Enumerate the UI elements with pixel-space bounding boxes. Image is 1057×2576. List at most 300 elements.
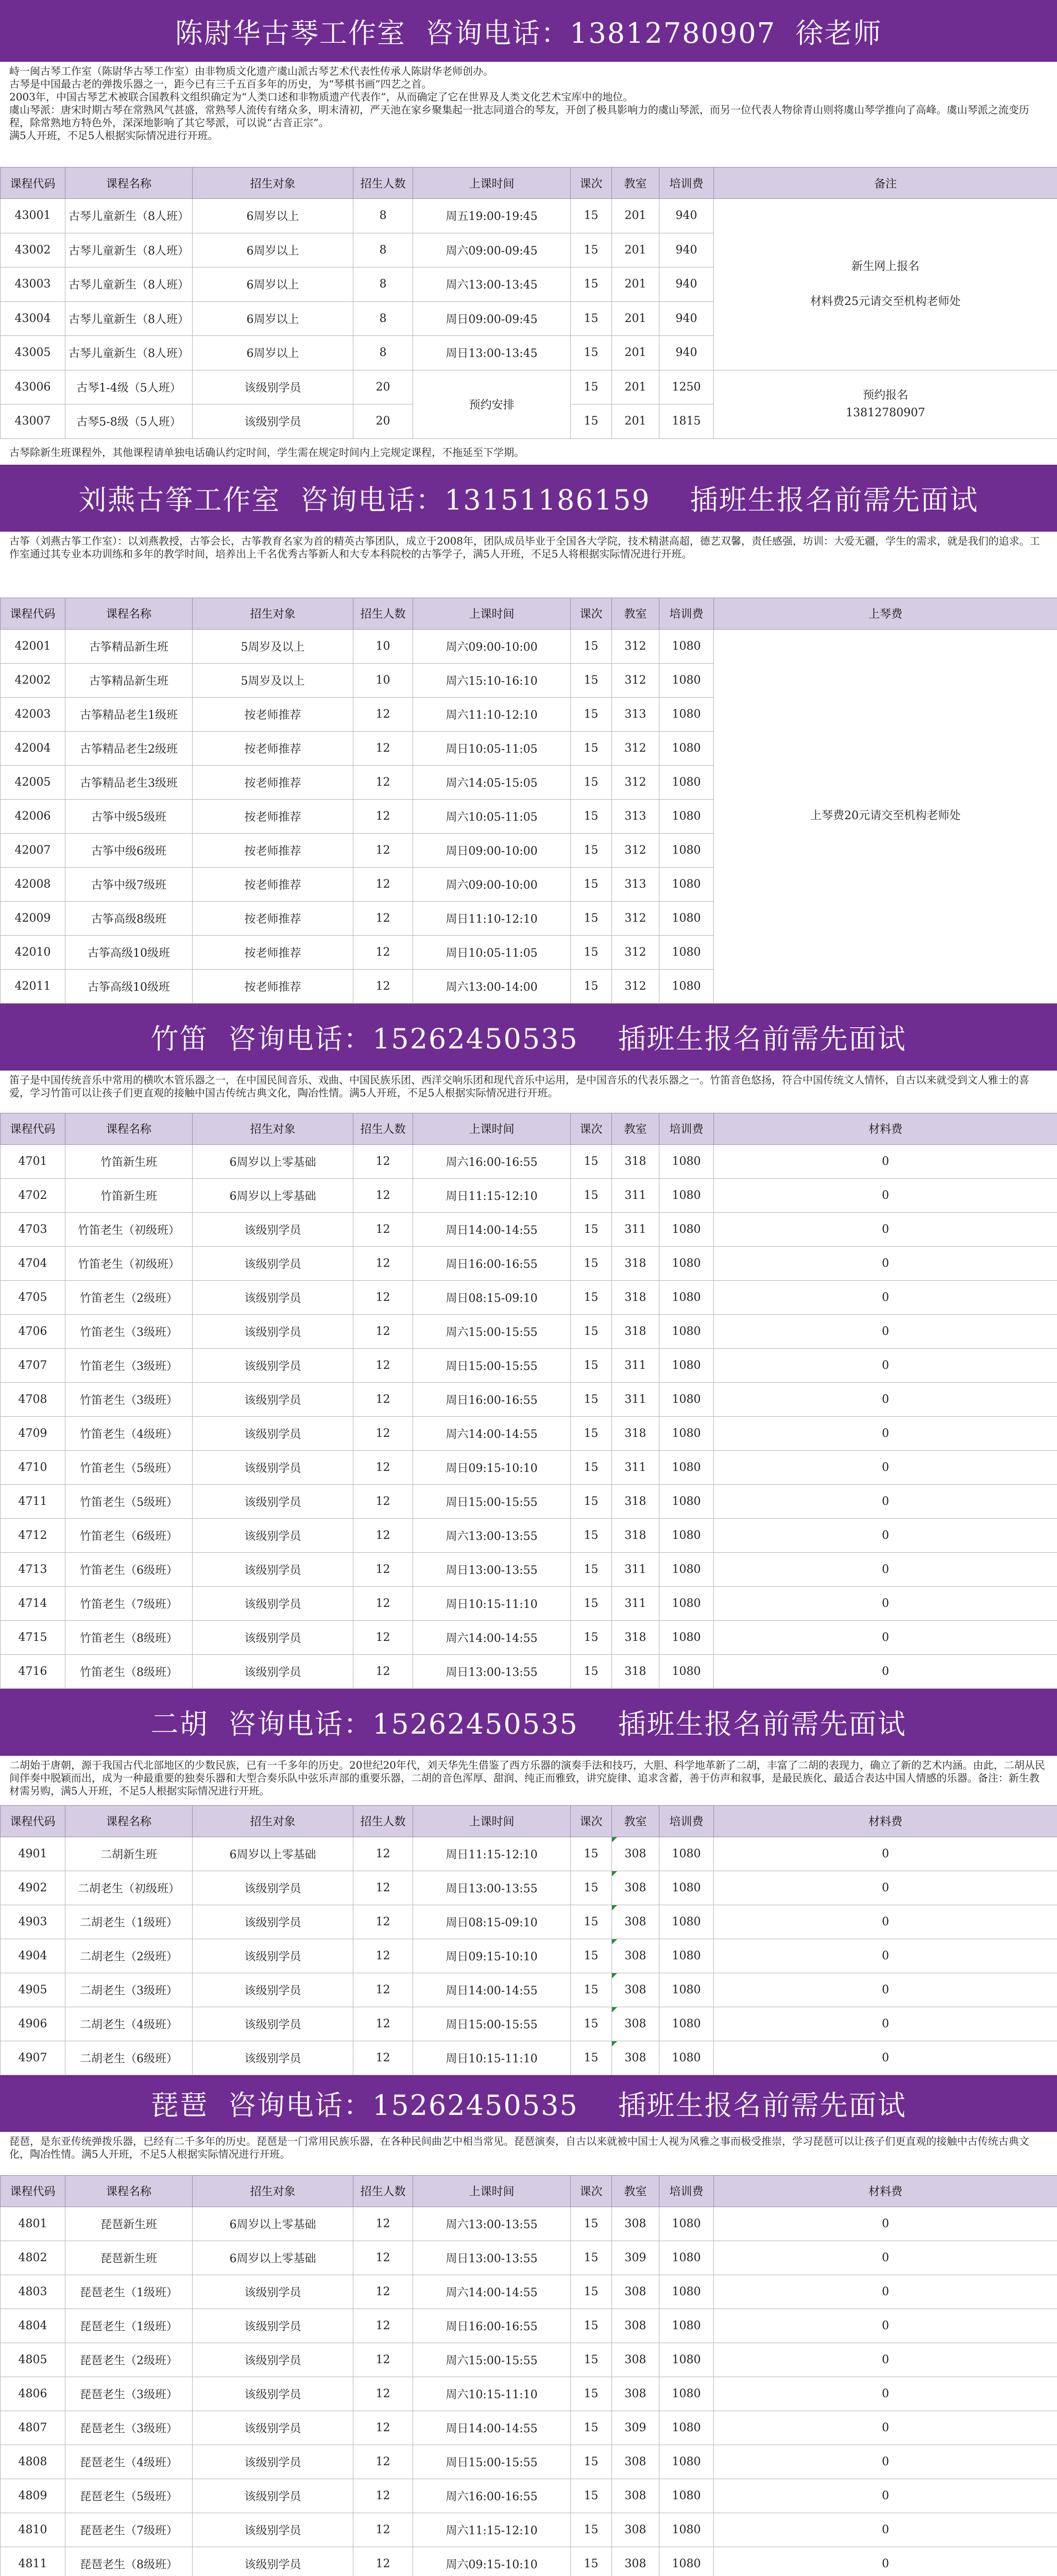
table-cell: 1080 bbox=[659, 1450, 714, 1484]
table-cell: 15 bbox=[571, 1518, 612, 1552]
table-cell: 琵琶老生（1级班） bbox=[65, 2309, 193, 2343]
table-cell: 42007 bbox=[1, 833, 65, 867]
piano-fee-cell: 上琴费20元请交至机构老师处 bbox=[714, 629, 1057, 1003]
table-cell: 0 bbox=[714, 1246, 1057, 1280]
table-cell: 308 bbox=[612, 2007, 659, 2041]
column-header: 课程名称 bbox=[65, 1113, 193, 1144]
table-cell: 古筝中级6级班 bbox=[65, 833, 193, 867]
dizi-intro-text bbox=[0, 1071, 1057, 1113]
table-cell: 周日10:15-11:10 bbox=[413, 2041, 571, 2075]
table-cell: 312 bbox=[612, 935, 659, 969]
table-cell: 15 bbox=[571, 301, 612, 336]
table-cell: 940 bbox=[659, 199, 714, 233]
table-cell: 201 bbox=[612, 199, 659, 233]
column-header: 培训费 bbox=[659, 1805, 714, 1837]
table-cell: 1080 bbox=[659, 1586, 714, 1620]
table-cell: 周日16:00-16:55 bbox=[413, 1246, 571, 1280]
table-cell: 周六14:00-14:55 bbox=[413, 2275, 571, 2309]
table-cell: 周六15:00-15:55 bbox=[413, 1314, 571, 1348]
table-cell: 308 bbox=[612, 1905, 659, 1939]
table-cell: 311 bbox=[612, 1586, 659, 1620]
column-header: 招生对象 bbox=[193, 167, 353, 199]
table-cell: 周日13:00-13:55 bbox=[413, 1654, 571, 1688]
table-cell: 周六13:00-13:45 bbox=[413, 267, 571, 302]
table-cell: 12 bbox=[353, 1905, 413, 1939]
table-cell: 15 bbox=[571, 2275, 612, 2309]
table-cell: 古琴1-4级（5人班） bbox=[65, 370, 193, 404]
table-cell: 该级别学员 bbox=[193, 1973, 353, 2007]
table-cell: 1080 bbox=[659, 1348, 714, 1382]
table-cell: 15 bbox=[571, 1939, 612, 1973]
table-cell: 43001 bbox=[1, 199, 65, 233]
table-row bbox=[1, 1314, 1057, 1348]
table-cell: 二胡新生班 bbox=[65, 1837, 193, 1871]
table-cell: 周六09:00-09:45 bbox=[413, 233, 571, 267]
table-cell: 0 bbox=[714, 1552, 1057, 1586]
table-cell: 15 bbox=[571, 2377, 612, 2411]
table-cell: 周日10:15-11:10 bbox=[413, 1586, 571, 1620]
table-cell: 15 bbox=[571, 1484, 612, 1518]
table-row bbox=[1, 2007, 1057, 2041]
table-cell: 311 bbox=[612, 1348, 659, 1382]
table-cell: 0 bbox=[714, 2547, 1057, 2576]
table-cell: 4907 bbox=[1, 2041, 65, 2075]
table-header-row bbox=[1, 598, 1057, 629]
table-cell: 周日13:00-13:55 bbox=[413, 1871, 571, 1905]
table-cell: 琵琶新生班 bbox=[65, 2207, 193, 2241]
guzheng-banner-title: 刘燕古筝工作室 咨询电话：13151186159 插班生报名前需先面试 bbox=[0, 465, 1057, 532]
table-row bbox=[1, 1246, 1057, 1280]
intro-paragraph: 古琴是中国最古老的弹拨乐器之一，距今已有三千五百多年的历史，为“琴棋书画”四艺之首。 bbox=[9, 78, 432, 90]
table-cell: 15 bbox=[571, 833, 612, 867]
table-cell: 5周岁及以上 bbox=[193, 629, 353, 663]
table-cell: 1080 bbox=[659, 833, 714, 867]
table-cell: 该级别学员 bbox=[193, 1212, 353, 1246]
table-cell: 该级别学员 bbox=[193, 1905, 353, 1939]
table-cell: 15 bbox=[571, 1314, 612, 1348]
table-row bbox=[1, 1654, 1057, 1688]
table-cell: 4716 bbox=[1, 1654, 65, 1688]
table-cell: 309 bbox=[612, 2241, 659, 2275]
table-cell: 1080 bbox=[659, 697, 714, 731]
table-cell: 308 bbox=[612, 1939, 659, 1973]
column-header: 培训费 bbox=[659, 167, 714, 199]
table-cell: 4713 bbox=[1, 1552, 65, 1586]
table-cell: 15 bbox=[571, 1144, 612, 1178]
table-cell: 311 bbox=[612, 1382, 659, 1416]
erhu-intro-text bbox=[0, 1756, 1057, 1805]
table-cell: 42003 bbox=[1, 697, 65, 731]
table-cell: 周六14:00-14:55 bbox=[413, 1416, 571, 1450]
table-cell: 二胡老生（2级班） bbox=[65, 1939, 193, 1973]
table-cell: 古琴儿童新生（8人班） bbox=[65, 336, 193, 370]
table-cell: 6周岁以上 bbox=[193, 267, 353, 302]
table-row bbox=[1, 1905, 1057, 1939]
table-cell: 15 bbox=[571, 1416, 612, 1450]
table-cell: 318 bbox=[612, 1518, 659, 1552]
table-cell: 周日13:00-13:55 bbox=[413, 2241, 571, 2275]
pipa-banner-title: 琵琶 咨询电话：15262450535 插班生报名前需先面试 bbox=[0, 2075, 1057, 2132]
column-header: 课程名称 bbox=[65, 598, 193, 629]
table-cell: 15 bbox=[571, 199, 612, 233]
table-cell: 311 bbox=[612, 1450, 659, 1484]
column-header: 课程名称 bbox=[65, 2175, 193, 2207]
column-header: 招生人数 bbox=[353, 1113, 413, 1144]
table-cell: 1080 bbox=[659, 1905, 714, 1939]
table-cell: 周日08:15-09:10 bbox=[413, 1280, 571, 1314]
table-cell: 琵琶老生（2级班） bbox=[65, 2343, 193, 2377]
table-cell: 1080 bbox=[659, 2007, 714, 2041]
table-cell: 308 bbox=[612, 2479, 659, 2513]
table-cell: 周六13:00-13:55 bbox=[413, 1518, 571, 1552]
table-cell: 0 bbox=[714, 2309, 1057, 2343]
table-cell: 5周岁及以上 bbox=[193, 663, 353, 697]
table-cell: 1080 bbox=[659, 1178, 714, 1212]
table-cell: 6周岁以上 bbox=[193, 233, 353, 267]
guzheng-intro-text bbox=[0, 532, 1057, 598]
table-cell: 1080 bbox=[659, 1939, 714, 1973]
table-cell: 该级别学员 bbox=[193, 1620, 353, 1654]
table-cell: 该级别学员 bbox=[193, 1416, 353, 1450]
table-cell: 4714 bbox=[1, 1586, 65, 1620]
table-cell: 周日15:00-15:55 bbox=[413, 1348, 571, 1382]
table-row bbox=[1, 1973, 1057, 2007]
table-cell: 该级别学员 bbox=[193, 1314, 353, 1348]
table-cell: 312 bbox=[612, 833, 659, 867]
table-cell: 12 bbox=[353, 1973, 413, 2007]
table-row bbox=[1, 2479, 1057, 2513]
table-cell: 12 bbox=[353, 731, 413, 765]
table-cell: 琵琶老生（1级班） bbox=[65, 2275, 193, 2309]
table-cell: 周日14:00-14:55 bbox=[413, 1973, 571, 2007]
table-cell: 该级别学员 bbox=[193, 1586, 353, 1620]
table-row bbox=[1, 370, 1057, 404]
table-row bbox=[1, 1552, 1057, 1586]
table-cell: 该级别学员 bbox=[193, 370, 353, 404]
table-cell: 琵琶老生（4级班） bbox=[65, 2445, 193, 2479]
table-cell: 古筝高级10级班 bbox=[65, 969, 193, 1003]
table-cell: 按老师推荐 bbox=[193, 867, 353, 901]
column-header: 上课时间 bbox=[413, 1805, 571, 1837]
table-cell: 8 bbox=[353, 267, 413, 302]
table-cell: 12 bbox=[353, 2513, 413, 2547]
table-cell: 12 bbox=[353, 2041, 413, 2075]
table-row bbox=[1, 1939, 1057, 1973]
table-cell: 0 bbox=[714, 1348, 1057, 1382]
table-cell: 该级别学员 bbox=[193, 2343, 353, 2377]
table-cell: 15 bbox=[571, 1973, 612, 2007]
table-cell: 周日11:15-12:10 bbox=[413, 1837, 571, 1871]
table-cell: 12 bbox=[353, 2547, 413, 2576]
table-cell: 周日15:00-15:55 bbox=[413, 2445, 571, 2479]
table-cell: 4807 bbox=[1, 2411, 65, 2445]
table-row bbox=[1, 1620, 1057, 1654]
table-cell: 0 bbox=[714, 2241, 1057, 2275]
table-cell: 12 bbox=[353, 1450, 413, 1484]
table-cell: 15 bbox=[571, 1837, 612, 1871]
table-header-row bbox=[1, 2175, 1057, 2207]
table-cell: 12 bbox=[353, 2445, 413, 2479]
table-cell: 1080 bbox=[659, 1144, 714, 1178]
guzheng-course-table bbox=[0, 598, 1057, 1004]
table-cell: 6周岁以上零基础 bbox=[193, 1837, 353, 1871]
table-cell: 12 bbox=[353, 2343, 413, 2377]
table-cell: 古琴儿童新生（8人班） bbox=[65, 301, 193, 336]
column-header: 教室 bbox=[612, 2175, 659, 2207]
table-cell: 6周岁以上 bbox=[193, 336, 353, 370]
dizi-course-table bbox=[0, 1113, 1057, 1689]
table-cell: 琵琶老生（3级班） bbox=[65, 2377, 193, 2411]
table-cell: 4904 bbox=[1, 1939, 65, 1973]
table-cell: 二胡老生（6级班） bbox=[65, 2041, 193, 2075]
table-cell: 周六11:10-12:10 bbox=[413, 697, 571, 731]
table-cell: 竹笛老生（5级班） bbox=[65, 1484, 193, 1518]
table-cell: 古筝高级10级班 bbox=[65, 935, 193, 969]
table-cell: 311 bbox=[612, 1212, 659, 1246]
table-cell: 15 bbox=[571, 2547, 612, 2576]
table-cell: 15 bbox=[571, 370, 612, 404]
table-cell: 古筝精品老生1级班 bbox=[65, 697, 193, 731]
table-cell: 琵琶老生（3级班） bbox=[65, 2411, 193, 2445]
table-cell: 0 bbox=[714, 2411, 1057, 2445]
table-cell: 该级别学员 bbox=[193, 2007, 353, 2041]
column-header: 课次 bbox=[571, 2175, 612, 2207]
table-cell: 竹笛老生（6级班） bbox=[65, 1552, 193, 1586]
table-cell: 古筝精品新生班 bbox=[65, 663, 193, 697]
merged-time-cell: 预约安排 bbox=[413, 370, 571, 438]
table-cell: 15 bbox=[571, 969, 612, 1003]
table-cell: 4810 bbox=[1, 2513, 65, 2547]
table-cell: 按老师推荐 bbox=[193, 799, 353, 833]
table-header-row bbox=[1, 1805, 1057, 1837]
table-cell: 古筝精品老生3级班 bbox=[65, 765, 193, 799]
column-header: 课程代码 bbox=[1, 2175, 65, 2207]
table-cell: 竹笛老生（3级班） bbox=[65, 1348, 193, 1382]
table-cell: 15 bbox=[571, 404, 612, 439]
table-cell: 312 bbox=[612, 969, 659, 1003]
table-cell: 周六09:00-10:00 bbox=[413, 867, 571, 901]
guqin-section bbox=[0, 0, 1057, 465]
table-cell: 15 bbox=[571, 935, 612, 969]
table-cell: 4711 bbox=[1, 1484, 65, 1518]
column-header: 课程代码 bbox=[1, 598, 65, 629]
guqin-course-table bbox=[0, 167, 1057, 439]
table-cell: 古筝精品新生班 bbox=[65, 629, 193, 663]
table-cell: 15 bbox=[571, 901, 612, 935]
table-cell: 古筝中级5级班 bbox=[65, 799, 193, 833]
table-cell: 15 bbox=[571, 233, 612, 267]
table-cell: 该级别学员 bbox=[193, 2275, 353, 2309]
table-cell: 312 bbox=[612, 629, 659, 663]
table-cell: 0 bbox=[714, 2445, 1057, 2479]
table-cell: 1080 bbox=[659, 799, 714, 833]
table-row bbox=[1, 2547, 1057, 2576]
table-row bbox=[1, 2343, 1057, 2377]
table-cell: 12 bbox=[353, 1586, 413, 1620]
table-cell: 318 bbox=[612, 1246, 659, 1280]
table-cell: 周六09:15-10:10 bbox=[413, 2547, 571, 2576]
table-cell: 0 bbox=[714, 1586, 1057, 1620]
table-cell: 竹笛老生（4级班） bbox=[65, 1416, 193, 1450]
table-row bbox=[1, 1280, 1057, 1314]
table-row bbox=[1, 1144, 1057, 1178]
column-header: 教室 bbox=[612, 167, 659, 199]
table-cell: 43002 bbox=[1, 233, 65, 267]
table-cell: 古琴5-8级（5人班） bbox=[65, 404, 193, 439]
table-cell: 1080 bbox=[659, 901, 714, 935]
table-cell: 15 bbox=[571, 629, 612, 663]
table-row bbox=[1, 2411, 1057, 2445]
table-cell: 0 bbox=[714, 1280, 1057, 1314]
table-cell: 周六15:00-15:55 bbox=[413, 2343, 571, 2377]
table-cell: 312 bbox=[612, 765, 659, 799]
table-cell: 43005 bbox=[1, 336, 65, 370]
table-cell: 周日15:00-15:55 bbox=[413, 2007, 571, 2041]
table-cell: 308 bbox=[612, 2309, 659, 2343]
table-cell: 琵琶老生（7级班） bbox=[65, 2513, 193, 2547]
table-cell: 按老师推荐 bbox=[193, 935, 353, 969]
table-cell: 1080 bbox=[659, 2377, 714, 2411]
table-cell: 周六14:05-15:05 bbox=[413, 765, 571, 799]
table-cell: 0 bbox=[714, 2041, 1057, 2075]
table-cell: 1080 bbox=[659, 2445, 714, 2479]
column-header: 课次 bbox=[571, 598, 612, 629]
column-header: 材料费 bbox=[714, 1113, 1057, 1144]
table-cell: 周日13:00-13:55 bbox=[413, 1552, 571, 1586]
table-cell: 318 bbox=[612, 1484, 659, 1518]
table-cell: 318 bbox=[612, 1654, 659, 1688]
table-cell: 308 bbox=[612, 2207, 659, 2241]
table-cell: 42010 bbox=[1, 935, 65, 969]
table-row bbox=[1, 1416, 1057, 1450]
table-cell: 12 bbox=[353, 1144, 413, 1178]
table-row bbox=[1, 1178, 1057, 1212]
table-cell: 0 bbox=[714, 1973, 1057, 2007]
table-row bbox=[1, 2241, 1057, 2275]
table-cell: 308 bbox=[612, 2547, 659, 2576]
table-cell: 1815 bbox=[659, 404, 714, 439]
table-cell: 15 bbox=[571, 765, 612, 799]
table-cell: 1080 bbox=[659, 1484, 714, 1518]
table-cell: 8 bbox=[353, 233, 413, 267]
table-row bbox=[1, 1212, 1057, 1246]
table-cell: 4902 bbox=[1, 1871, 65, 1905]
table-cell: 12 bbox=[353, 1484, 413, 1518]
table-cell: 按老师推荐 bbox=[193, 833, 353, 867]
table-cell: 4809 bbox=[1, 2479, 65, 2513]
table-cell: 0 bbox=[714, 1518, 1057, 1552]
table-cell: 周日10:05-11:05 bbox=[413, 935, 571, 969]
table-cell: 1080 bbox=[659, 1518, 714, 1552]
table-cell: 1080 bbox=[659, 2041, 714, 2075]
table-cell: 12 bbox=[353, 1246, 413, 1280]
table-cell: 竹笛老生（6级班） bbox=[65, 1518, 193, 1552]
table-cell: 该级别学员 bbox=[193, 2411, 353, 2445]
table-cell: 古筝中级7级班 bbox=[65, 867, 193, 901]
table-cell: 12 bbox=[353, 765, 413, 799]
table-cell: 0 bbox=[714, 1905, 1057, 1939]
table-cell: 12 bbox=[353, 833, 413, 867]
table-cell: 15 bbox=[571, 2207, 612, 2241]
table-cell: 15 bbox=[571, 336, 612, 370]
table-cell: 201 bbox=[612, 301, 659, 336]
intro-paragraph: 峙一闽古琴工作室（陈尉华古琴工作室）由非物质文化遗产虞山派古琴艺术代表性传承人陈尉华老师创办。 bbox=[9, 65, 493, 77]
table-cell: 0 bbox=[714, 2377, 1057, 2411]
table-cell: 周六13:00-14:00 bbox=[413, 969, 571, 1003]
table-cell: 4804 bbox=[1, 2309, 65, 2343]
dizi-section bbox=[0, 1004, 1057, 1689]
table-cell: 12 bbox=[353, 2411, 413, 2445]
table-cell: 313 bbox=[612, 799, 659, 833]
table-cell: 该级别学员 bbox=[193, 1654, 353, 1688]
table-cell: 4702 bbox=[1, 1178, 65, 1212]
table-cell: 12 bbox=[353, 1518, 413, 1552]
table-row bbox=[1, 1871, 1057, 1905]
table-cell: 4808 bbox=[1, 2445, 65, 2479]
table-cell: 15 bbox=[571, 2411, 612, 2445]
table-cell: 该级别学员 bbox=[193, 2479, 353, 2513]
table-cell: 20 bbox=[353, 404, 413, 439]
column-header: 材料费 bbox=[714, 2175, 1057, 2207]
table-cell: 318 bbox=[612, 1314, 659, 1348]
table-cell: 313 bbox=[612, 697, 659, 731]
table-cell: 1080 bbox=[659, 2343, 714, 2377]
column-header: 材料费 bbox=[714, 1805, 1057, 1837]
table-cell: 12 bbox=[353, 2207, 413, 2241]
intro-paragraph: 2003年，中国古琴艺术被联合国教科文组织确定为“人类口述和非物质遗产代表作”，从而确定了它在世界及人类文化艺术宝库中的地位。 bbox=[9, 91, 634, 103]
table-cell: 竹笛老生（2级班） bbox=[65, 1280, 193, 1314]
table-cell: 4811 bbox=[1, 2547, 65, 2576]
table-row bbox=[1, 2041, 1057, 2075]
table-cell: 周日11:10-12:10 bbox=[413, 901, 571, 935]
table-cell: 该级别学员 bbox=[193, 1484, 353, 1518]
table-cell: 竹笛老生（7级班） bbox=[65, 1586, 193, 1620]
table-row bbox=[1, 1586, 1057, 1620]
table-cell: 6周岁以上零基础 bbox=[193, 1144, 353, 1178]
pipa-intro-text bbox=[0, 2132, 1057, 2175]
table-cell: 42009 bbox=[1, 901, 65, 935]
table-cell: 43004 bbox=[1, 301, 65, 336]
table-cell: 43007 bbox=[1, 404, 65, 439]
pipa-course-table bbox=[0, 2175, 1057, 2576]
table-cell: 1250 bbox=[659, 370, 714, 404]
column-header: 课次 bbox=[571, 1805, 612, 1837]
table-cell: 琵琶老生（8级班） bbox=[65, 2547, 193, 2576]
table-cell: 12 bbox=[353, 1871, 413, 1905]
table-cell: 0 bbox=[714, 2343, 1057, 2377]
table-cell: 1080 bbox=[659, 1973, 714, 2007]
table-cell: 周六14:00-14:55 bbox=[413, 1620, 571, 1654]
table-cell: 4801 bbox=[1, 2207, 65, 2241]
table-cell: 4712 bbox=[1, 1518, 65, 1552]
table-cell: 竹笛老生（5级班） bbox=[65, 1450, 193, 1484]
table-cell: 4707 bbox=[1, 1348, 65, 1382]
table-cell: 308 bbox=[612, 1871, 659, 1905]
table-cell: 该级别学员 bbox=[193, 2445, 353, 2479]
table-cell: 周日09:15-10:10 bbox=[413, 1450, 571, 1484]
table-cell: 4803 bbox=[1, 2275, 65, 2309]
column-header: 上课时间 bbox=[413, 1113, 571, 1144]
table-cell: 竹笛新生班 bbox=[65, 1144, 193, 1178]
table-cell: 竹笛老生（8级班） bbox=[65, 1654, 193, 1688]
table-cell: 琵琶新生班 bbox=[65, 2241, 193, 2275]
table-cell: 二胡老生（1级班） bbox=[65, 1905, 193, 1939]
table-cell: 15 bbox=[571, 731, 612, 765]
table-cell: 12 bbox=[353, 2309, 413, 2343]
table-cell: 42004 bbox=[1, 731, 65, 765]
table-cell: 4709 bbox=[1, 1416, 65, 1450]
table-cell: 该级别学员 bbox=[193, 2041, 353, 2075]
